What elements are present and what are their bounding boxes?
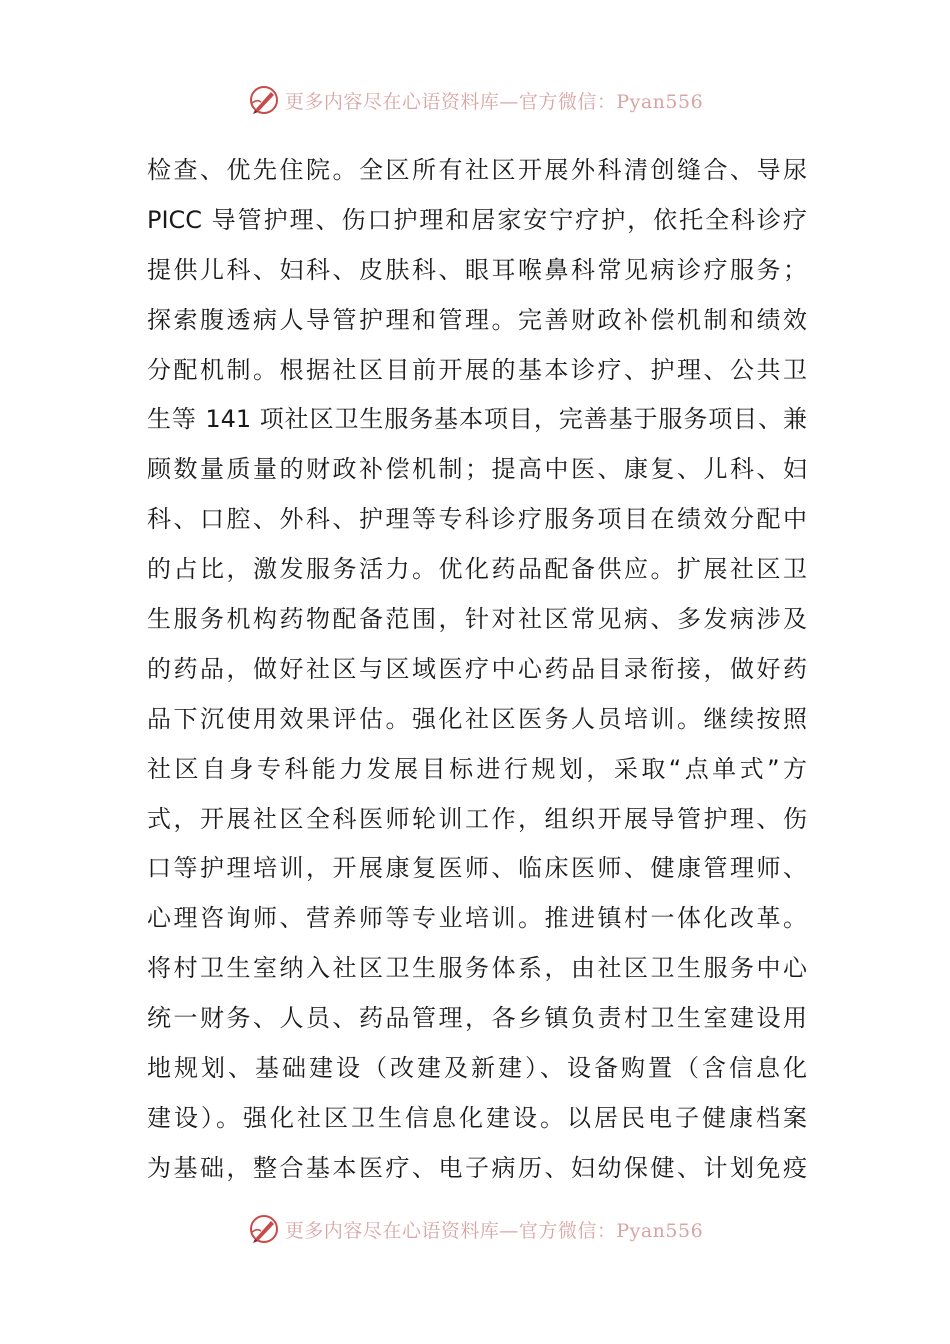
text-line: 生服务机构药物配备范围，针对社区常见病、多发病涉及 <box>147 605 807 634</box>
text-line: 式，开展社区全科医师轮训工作，组织开展导管护理、伤 <box>147 804 807 833</box>
text-line: 的药品，做好社区与区域医疗中心药品目录衔接，做好药 <box>147 654 807 683</box>
text-line: 心理咨询师、营养师等专业培训。推进镇村一体化改革。 <box>147 904 807 933</box>
text-line: 将村卫生室纳入社区卫生服务体系，由社区卫生服务中心 <box>147 954 807 983</box>
text-line: 地规划、基础建设（改建及新建）、设备购置（含信息化 <box>147 1054 807 1083</box>
text-line: 品下沉使用效果评估。强化社区医务人员培训。继续按照 <box>147 704 807 733</box>
pen-in-circle-icon <box>247 1212 281 1246</box>
text-line: 探索腹透病人导管护理和管理。完善财政补偿机制和绩效 <box>147 305 807 334</box>
text-line: 社区自身专科能力发展目标进行规划，采取“点单式”方 <box>147 754 807 783</box>
text-line: 建设）。强化社区卫生信息化建设。以居民电子健康档案 <box>147 1103 807 1132</box>
document-body <box>147 146 807 1194</box>
text-line: 口等护理培训，开展康复医师、临床医师、健康管理师、 <box>147 854 807 883</box>
text-line: 检查、优先住院。全区所有社区开展外科清创缝合、导尿 <box>147 156 807 184</box>
text-line: 统一财务、人员、药品管理，各乡镇负责村卫生室建设用 <box>147 1004 807 1033</box>
text-line: 为基础，整合基本医疗、电子病历、妇幼保健、计划免疫 <box>147 1153 807 1182</box>
header-watermark <box>0 80 950 120</box>
text-line: 生等 141 项社区卫生服务基本项目，完善基于服务项目、兼 <box>147 405 807 434</box>
footer-watermark <box>0 1209 950 1249</box>
text-line: PICC 导管护理、伤口护理和居家安宁疗护，依托全科诊疗 <box>147 205 807 234</box>
watermark-text: 更多内容尽在心语资料库—官方微信：Pyan556 <box>284 1219 704 1242</box>
watermark-text: 更多内容尽在心语资料库—官方微信：Pyan556 <box>284 90 704 113</box>
text-line: 的占比，激发服务活力。优化药品配备供应。扩展社区卫 <box>147 555 807 584</box>
text-line: 科、口腔、外科、护理等专科诊疗服务项目在绩效分配中 <box>147 505 807 534</box>
text-line: 提供儿科、妇科、皮肤科、眼耳喉鼻科常见病诊疗服务； <box>147 255 807 284</box>
text-line: 分配机制。根据社区目前开展的基本诊疗、护理、公共卫 <box>147 355 807 384</box>
pen-in-circle-icon <box>247 83 281 117</box>
text-line: 顾数量质量的财政补偿机制；提高中医、康复、儿科、妇 <box>147 455 807 484</box>
